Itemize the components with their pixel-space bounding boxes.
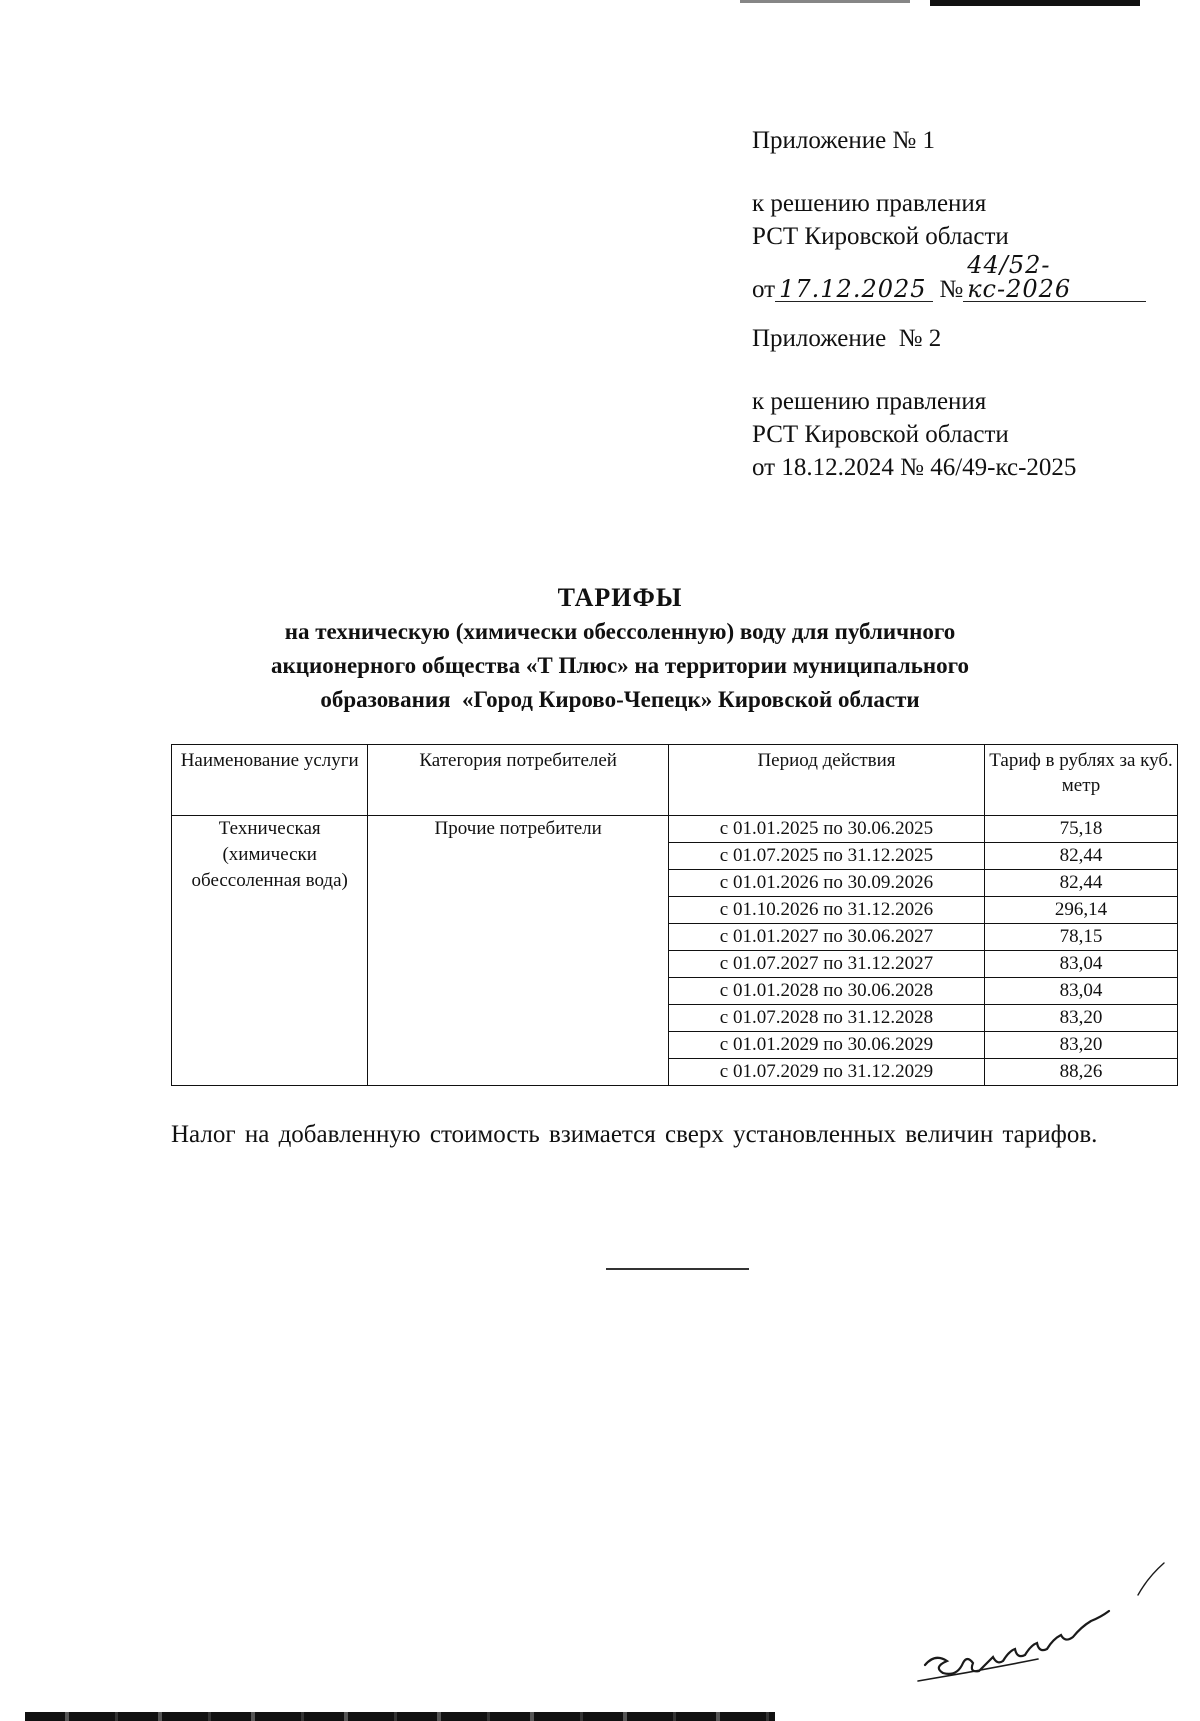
cell-period: с 01.01.2027 по 30.06.2027	[668, 924, 984, 951]
cell-period: с 01.07.2027 по 31.12.2027	[668, 951, 984, 978]
cell-tariff: 82,44	[985, 870, 1178, 897]
scan-artifact-bottom	[25, 1712, 775, 1721]
cell-period: с 01.07.2028 по 31.12.2028	[668, 1005, 984, 1032]
header-service: Наименование услуги	[172, 745, 368, 816]
document-subtitle	[80, 615, 1160, 717]
appendix-1-line2: РСТ Кировской области	[752, 223, 1009, 250]
tariffs-table	[171, 744, 1178, 1086]
subtitle-line1: на техническую (химически обессоленную) воду для публичного	[284, 619, 956, 644]
cell-period: с 01.01.2025 по 30.06.2025	[668, 816, 984, 843]
cell-service: Техническая (химически обессоленная вода)	[172, 816, 368, 1086]
appendix-1-decision-line	[752, 253, 1146, 306]
document-title: ТАРИФЫ	[557, 583, 683, 612]
cell-period: с 01.01.2028 по 30.06.2028	[668, 978, 984, 1005]
appendix-1-block	[752, 124, 1146, 306]
cell-period: с 01.10.2026 по 31.12.2026	[668, 897, 984, 924]
header-category: Категория потребителей	[368, 745, 668, 816]
handwritten-number: 44/52-кс-2026	[963, 253, 1146, 302]
handwritten-date: 17.12.2025	[775, 277, 933, 302]
end-separator	[606, 1268, 749, 1270]
appendix-2-title: Приложение № 2	[752, 325, 942, 352]
handwritten-signature	[890, 1555, 1190, 1705]
cell-period: с 01.07.2029 по 31.12.2029	[668, 1059, 984, 1086]
cell-tariff: 78,15	[985, 924, 1178, 951]
appendix-2-line3: от 18.12.2024 № 46/49-кс-2025	[752, 454, 1077, 481]
table-row	[172, 816, 1178, 843]
cell-tariff: 296,14	[985, 897, 1178, 924]
cell-period: с 01.07.2025 по 31.12.2025	[668, 843, 984, 870]
cell-tariff: 83,04	[985, 951, 1178, 978]
from-label: от	[752, 276, 776, 303]
cell-category: Прочие потребители	[368, 816, 668, 1086]
vat-note: Налог на добавленную стоимость взимается сверх установленных величин тарифов.	[171, 1121, 1098, 1148]
number-sign: №	[939, 276, 964, 303]
cell-tariff: 75,18	[985, 816, 1178, 843]
cell-period: с 01.01.2026 по 30.09.2026	[668, 870, 984, 897]
appendix-1-title: Приложение № 1	[752, 127, 936, 154]
cell-tariff: 88,26	[985, 1059, 1178, 1086]
header-tariff: Тариф в рублях за куб. метр	[985, 745, 1178, 816]
table-body	[172, 816, 1178, 1086]
scan-artifact-top	[740, 0, 1140, 8]
cell-tariff: 83,20	[985, 1005, 1178, 1032]
table-header-row	[172, 745, 1178, 816]
subtitle-line2: акционерного общества «Т Плюс» на территории муниципального	[270, 653, 970, 678]
cell-tariff: 83,20	[985, 1032, 1178, 1059]
cell-tariff: 82,44	[985, 843, 1178, 870]
appendix-2-block	[752, 322, 1076, 484]
appendix-2-line2: РСТ Кировской области	[752, 421, 1009, 448]
cell-period: с 01.01.2029 по 30.06.2029	[668, 1032, 984, 1059]
appendix-2-line1: к решению правления	[752, 388, 987, 415]
cell-tariff: 83,04	[985, 978, 1178, 1005]
document-heading	[80, 581, 1160, 717]
appendix-1-line1: к решению правления	[752, 190, 987, 217]
subtitle-line3: образования «Город Кирово-Чепецк» Кировской области	[320, 687, 920, 712]
header-period: Период действия	[668, 745, 984, 816]
